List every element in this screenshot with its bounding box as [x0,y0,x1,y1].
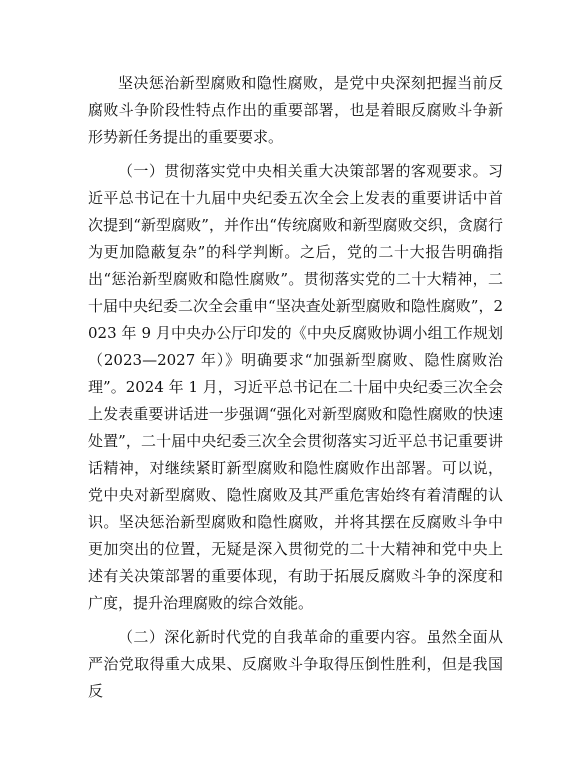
paragraph-intro: 坚决惩治新型腐败和隐性腐败，是党中央深刻把握当前反腐败斗争阶段性特点作出的重要部署，也是着眼反腐败斗争新形势新任务提出的重要要求。 [88,74,503,146]
paragraph-section-one: （一）贯彻落实党中央相关重大决策部署的客观要求。习近平总书记在十九届中央纪委五次全会上发表的重要讲话中首次提到“新型腐败”，并作出“传统腐败和新型腐败交织，贪腐行为更加隐蔽复杂”的科学判断。之后，党的二十大报告明确指出“惩治新型腐败和隐性腐败”。贯彻落实党的二十大精神，二十届中央纪委二次全会重申“坚决查处新型腐败和隐性腐败”，2023 年 9 月中央办公厅印发的《中央反腐败协调小组工作规划（2023—2027 年）》明确要求“加强新型腐败、隐性腐败治理”。2024 年 1 月，习近平总书记在二十届中央纪委三次全会上发表重要讲话进一步强调“强化对新型腐败和隐性腐败的快速处置”，二十届中央纪委三次全会贯彻落实习近平总书记重要讲话精神，对继续紧盯新型腐败和隐性腐败作出部署。可以说，党中央对新型腐败、隐性腐败及其严重危害始终有着清醒的认识。坚决惩治新型腐败和隐性腐败，并将其摆在反腐败斗争中更加突出的位置，无疑是深入贯彻党的二十大精神和党中央上述有关决策部署的重要体现，有助于拓展反腐败斗争的深度和广度，提升治理腐败的综合效能。 [88,162,503,612]
document-body [88,70,503,705]
paragraph-section-two: （二）深化新时代党的自我革命的重要内容。虽然全面从严治党取得重大成果、反腐败斗争取得压倒性胜利，但是我国反 [88,628,503,700]
